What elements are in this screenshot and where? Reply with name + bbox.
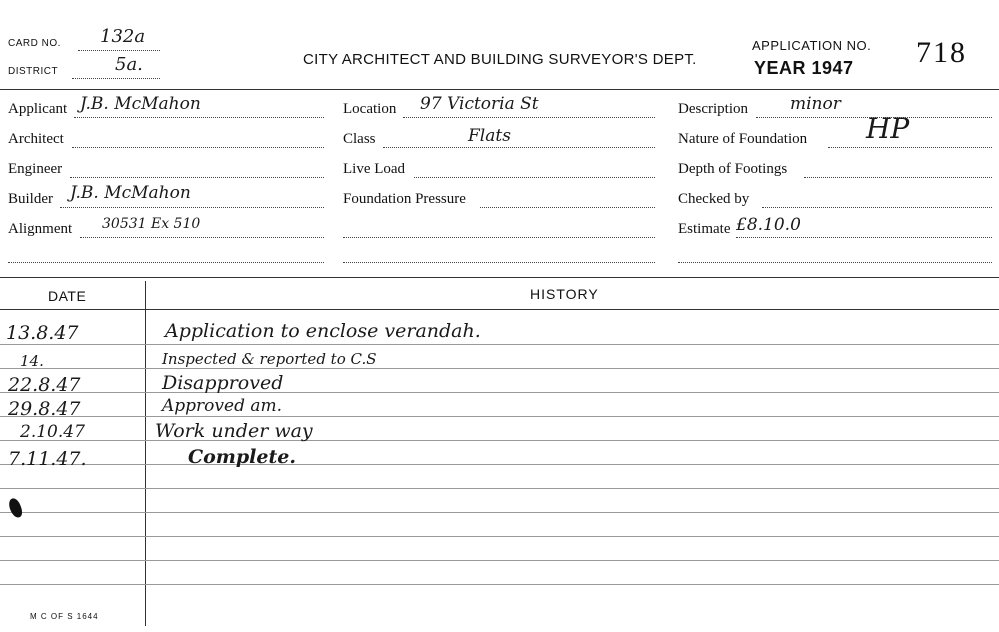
row-history: Approved am. xyxy=(162,396,283,416)
depth-footings-label: Depth of Footings xyxy=(678,161,788,177)
row-history: Application to enclose verandah. xyxy=(165,320,481,342)
builder-value: J.B. McMahon xyxy=(70,183,191,203)
class-label: Class xyxy=(343,131,376,147)
year-label: YEAR 1947 xyxy=(754,58,854,78)
date-header: DATE xyxy=(48,288,87,304)
alignment-value: 30531 Ex 510 xyxy=(102,216,201,232)
architect-label: Architect xyxy=(8,131,64,147)
applicant-label: Applicant xyxy=(8,101,68,117)
class-value: Flats xyxy=(468,126,511,146)
row-history: Complete. xyxy=(188,446,296,468)
applicant-value: J.B. McMahon xyxy=(80,94,201,114)
row-date: 2.10.47 xyxy=(20,422,85,442)
form-code: M C OF S 1644 xyxy=(30,612,99,621)
nature-foundation-label: Nature of Foundation xyxy=(678,131,808,147)
ink-blot xyxy=(7,497,24,520)
row-date: 13.8.47 xyxy=(6,322,79,344)
estimate-value: £8.10.0 xyxy=(736,215,801,235)
row-history: Disapproved xyxy=(162,372,284,394)
card-no-value: 132a xyxy=(100,26,146,47)
location-label: Location xyxy=(343,101,397,117)
table-column-divider xyxy=(145,281,146,626)
row-date: 14. xyxy=(20,352,44,370)
district-label: DISTRICT xyxy=(8,66,59,77)
application-no-label: APPLICATION NO. xyxy=(752,38,872,53)
alignment-label: Alignment xyxy=(8,221,73,237)
row-date: 22.8.47 xyxy=(8,374,81,396)
card-no-label: CARD NO. xyxy=(8,38,61,49)
row-history: Inspected & reported to C.S xyxy=(162,350,377,368)
estimate-label: Estimate xyxy=(678,221,731,237)
foundation-pressure-label: Foundation Pressure xyxy=(343,191,466,207)
row-date: 7.11.47. xyxy=(8,448,87,470)
row-history: Work under way xyxy=(155,420,313,442)
table-header-divider xyxy=(0,309,999,310)
checked-by-label: Checked by xyxy=(678,191,750,207)
engineer-label: Engineer xyxy=(8,161,63,177)
location-value: 97 Victoria St xyxy=(420,94,539,114)
table-top-border xyxy=(0,277,999,278)
builder-label: Builder xyxy=(8,191,53,207)
header-divider xyxy=(0,89,999,90)
row-date: 29.8.47 xyxy=(8,398,81,420)
description-label: Description xyxy=(678,101,748,117)
department-title: CITY ARCHITECT AND BUILDING SURVEYOR'S DEPT. xyxy=(303,51,697,68)
district-value: 5a. xyxy=(115,54,143,75)
nature-foundation-value: HP xyxy=(866,112,910,145)
live-load-label: Live Load xyxy=(343,161,406,177)
history-header: HISTORY xyxy=(530,286,599,302)
application-no-value: 718 xyxy=(916,36,967,69)
description-value: minor xyxy=(790,94,841,114)
